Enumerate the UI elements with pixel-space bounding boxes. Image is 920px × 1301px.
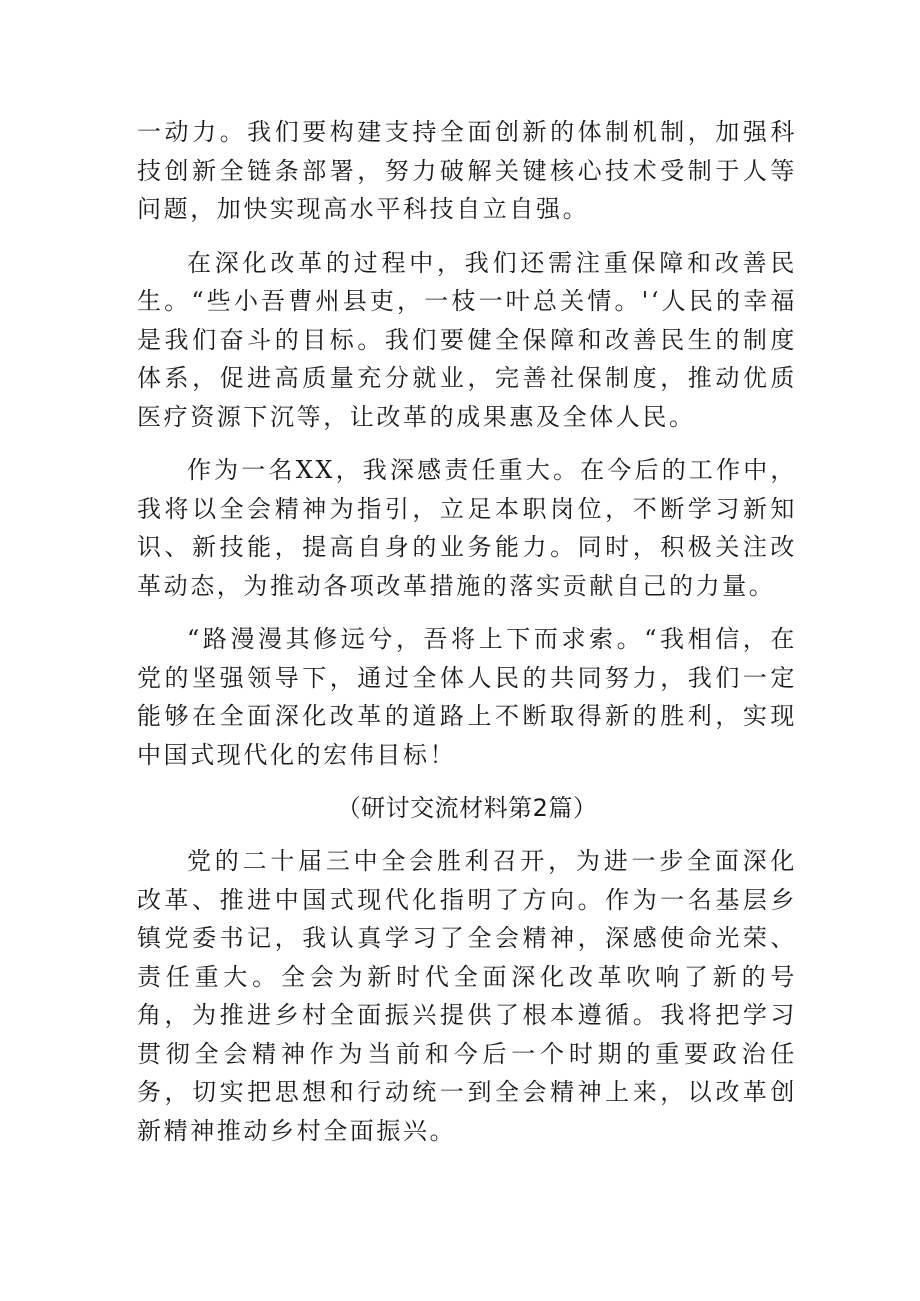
paragraph-livelihood: 在深化改革的过程中，我们还需注重保障和改善民生。“些小吾曹州县吏，一枝一叶总关情。'‘人民的幸福是我们奋斗的目标。我们要健全保障和改善民生的制度体系，促进高质量充分就业，完善社保制度，推动优质医疗资源下沉等，让改革的成果惠及全体人民。 [137, 248, 797, 431]
paragraph-section-two-intro: 党的二十届三中全会胜利召开，为进一步全面深化改革、推进中国式现代化指明了方向。作为一名基层乡镇党委书记，我认真学习了全会精神，深感使命光荣、责任重大。全会为新时代全面深化改革吹响了新的号角，为推进乡村全面振兴提供了根本遵循。我将把学习贯彻全会精神作为当前和今后一个时期的重要政治任务，切实把思想和行动统一到全会精神上来，以改革创新精神推动乡村全面振兴。 [137, 847, 797, 1145]
paragraph-closing-quote: “路漫漫其修远兮，吾将上下而求索。“我相信，在党的坚强领导下，通过全体人民的共同努力，我们一定能够在全面深化改革的道路上不断取得新的胜利，实现中国式现代化的宏伟目标！ [137, 625, 797, 769]
paragraph-innovation-continued: 一动力。我们要构建支持全面创新的体制机制，加强科技创新全链条部署，努力破解关键核心技术受制于人等问题，加快实现高水平科技自立自强。 [137, 118, 797, 223]
paragraph-responsibility: 作为一名XX，我深感责任重大。在今后的工作中，我将以全会精神为指引，立足本职岗位，不断学习新知识、新技能，提高自身的业务能力。同时，积极关注改革动态，为推动各项改革措施的落实贡献自己的力量。 [137, 456, 797, 600]
document-body [137, 113, 797, 1150]
section-heading: （研讨交流材料第2篇） [336, 794, 598, 822]
